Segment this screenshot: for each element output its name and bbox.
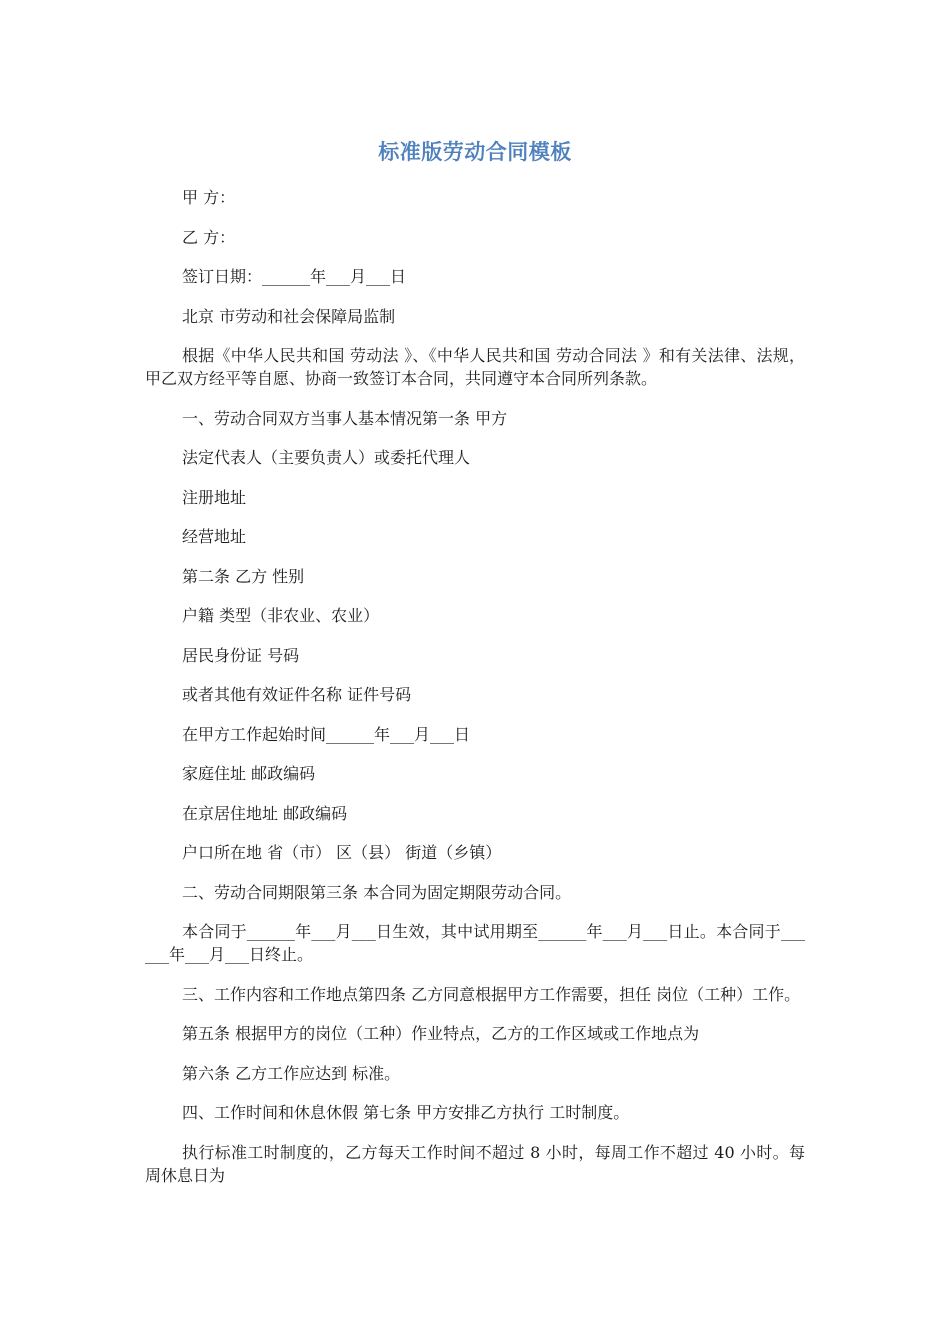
working-hours-paragraph: 执行标准工时制度的，乙方每天工作时间不超过 8 小时，每周工作不超过 40 小时。每周休息日为 <box>145 1142 805 1185</box>
home-address-line: 家庭住址 邮政编码 <box>182 764 316 783</box>
party-b-line: 乙 方： <box>182 227 236 247</box>
other-id-line: 或者其他有效证件名称 证件号码 <box>182 685 412 704</box>
article-five-line: 第五条 根据甲方的岗位（工种）作业特点，乙方的工作区域或工作地点为 <box>182 1024 700 1043</box>
work-start-date-line: 在甲方工作起始时间______年___月___日 <box>182 724 471 744</box>
section-two-heading: 二、劳动合同期限第三条 本合同为固定期限劳动合同。 <box>182 882 572 902</box>
article-six-line: 第六条 乙方工作应达到 标准。 <box>182 1063 401 1083</box>
contract-term-paragraph: 本合同于______年___月___日生效，其中试用期至______年___月___日止。本合同于______年___月___日终止。 <box>145 922 805 964</box>
supervisor-line: 北京 市劳动和社会保障局监制 <box>182 306 396 326</box>
business-address-line: 经营地址 <box>182 527 247 546</box>
hukou-location-line: 户口所在地 省（市） 区（县） 街道（乡镇） <box>182 843 502 862</box>
article-two-line: 第二条 乙方 性别 <box>182 566 305 586</box>
beijing-address-line: 在京居住地址 邮政编码 <box>182 803 348 823</box>
id-number-line: 居民身份证 号码 <box>182 645 300 665</box>
preamble-paragraph: 根据《中华人民共和国 劳动法 》、《中华人民共和国 劳动合同法 》和有关法律、法规，甲乙双方经平等自愿、协商一致签订本合同，共同遵守本合同所列条款。 <box>145 346 805 388</box>
registered-address-line: 注册地址 <box>182 487 247 507</box>
legal-representative-line: 法定代表人（主要负责人）或委托代理人 <box>182 448 471 467</box>
section-four-heading: 四、工作时间和休息休假 第七条 甲方安排乙方执行 工时制度。 <box>182 1103 630 1122</box>
household-type-line: 户籍 类型（非农业、农业） <box>182 606 380 625</box>
party-a-line: 甲 方： <box>182 188 236 207</box>
section-one-heading: 一、劳动合同双方当事人基本情况第一条 甲方 <box>182 408 508 428</box>
signing-date-line: 签订日期：______年___月___日 <box>182 267 407 286</box>
section-three-heading: 三、工作内容和工作地点第四条 乙方同意根据甲方工作需要，担任 岗位（工种）工作。 <box>182 984 801 1004</box>
document-body <box>145 186 805 1203</box>
document-title: 标准版劳动合同模板 <box>378 140 572 164</box>
